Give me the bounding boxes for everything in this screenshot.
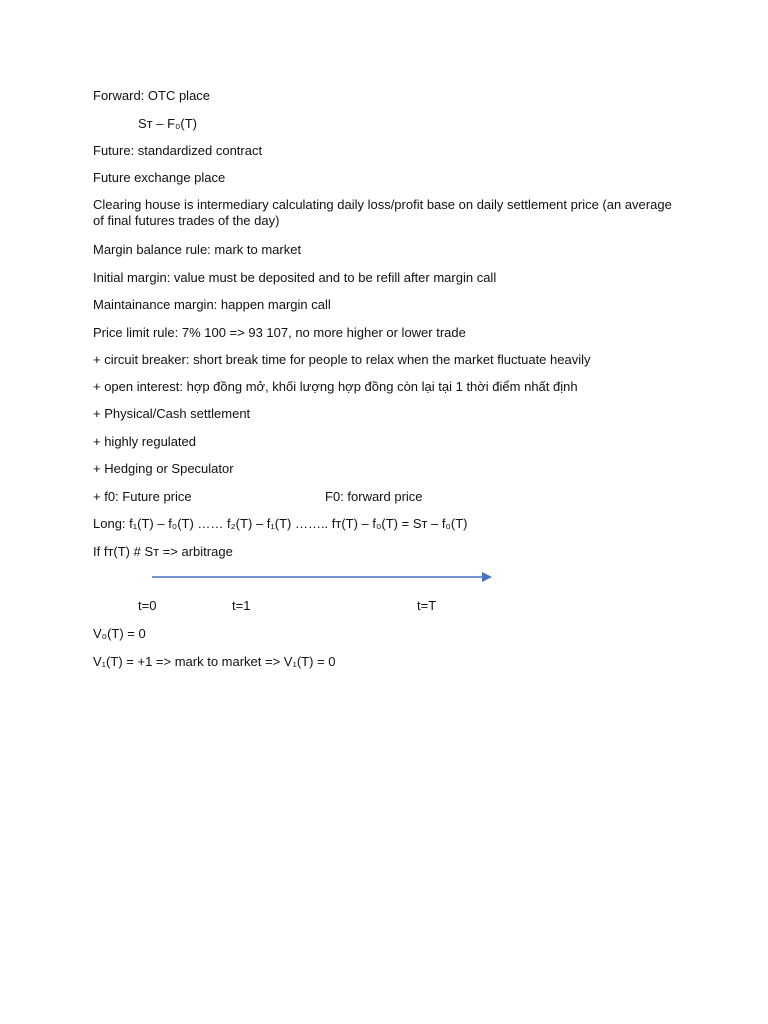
line-hedging: + Hedging or Speculator bbox=[93, 461, 234, 476]
line-circuit-breaker: + circuit breaker: short break time for people to relax when the market fluctuate heavily bbox=[93, 352, 591, 367]
line-regulated: + highly regulated bbox=[93, 434, 196, 449]
formula-arbitrage: If fᴛ(T) # Sᴛ => arbitrage bbox=[93, 544, 233, 559]
timeline-label-tT: t=T bbox=[417, 598, 437, 613]
line-forward-price: F0: forward price bbox=[325, 489, 423, 504]
line-margin-balance: Margin balance rule: mark to market bbox=[93, 242, 302, 257]
line-clearing-house: Clearing house is intermediary calculating daily loss/profit base on daily settlement price (an average of final futures trades of the day) bbox=[93, 197, 672, 228]
line-forward-otc: Forward: OTC place bbox=[93, 88, 211, 103]
formula-v1: V₁(T) = +1 => mark to market => V₁(T) = 0 bbox=[93, 654, 336, 669]
formula-v0: V₀(T) = 0 bbox=[93, 626, 146, 641]
line-initial-margin: Initial margin: value must be deposited and to be refill after margin call bbox=[93, 270, 497, 285]
line-future-price: + f0: Future price bbox=[93, 489, 192, 504]
line-future-exchange: Future exchange place bbox=[93, 170, 226, 185]
timeline-arrow bbox=[152, 570, 492, 584]
timeline-label-t1: t=1 bbox=[232, 598, 251, 613]
timeline-label-t0: t=0 bbox=[138, 598, 157, 613]
formula-long-position: Long: f₁(T) – f₀(T) …… f₂(T) – f₁(T) …….. fᴛ(T) – f₀(T) = Sᴛ – f₀(T) bbox=[93, 516, 468, 531]
line-future-standardized: Future: standardized contract bbox=[93, 143, 263, 158]
line-price-limit: Price limit rule: 7% 100 => 93 107, no more higher or lower trade bbox=[93, 325, 466, 340]
line-open-interest: + open interest: hợp đồng mở, khối lượng hợp đồng còn lại tại 1 thời điểm nhất định bbox=[93, 379, 578, 394]
line-maintenance-margin: Maintainance margin: happen margin call bbox=[93, 297, 331, 312]
line-settlement: + Physical/Cash settlement bbox=[93, 406, 251, 421]
formula-forward-payoff: Sᴛ – F₀(T) bbox=[138, 116, 198, 131]
